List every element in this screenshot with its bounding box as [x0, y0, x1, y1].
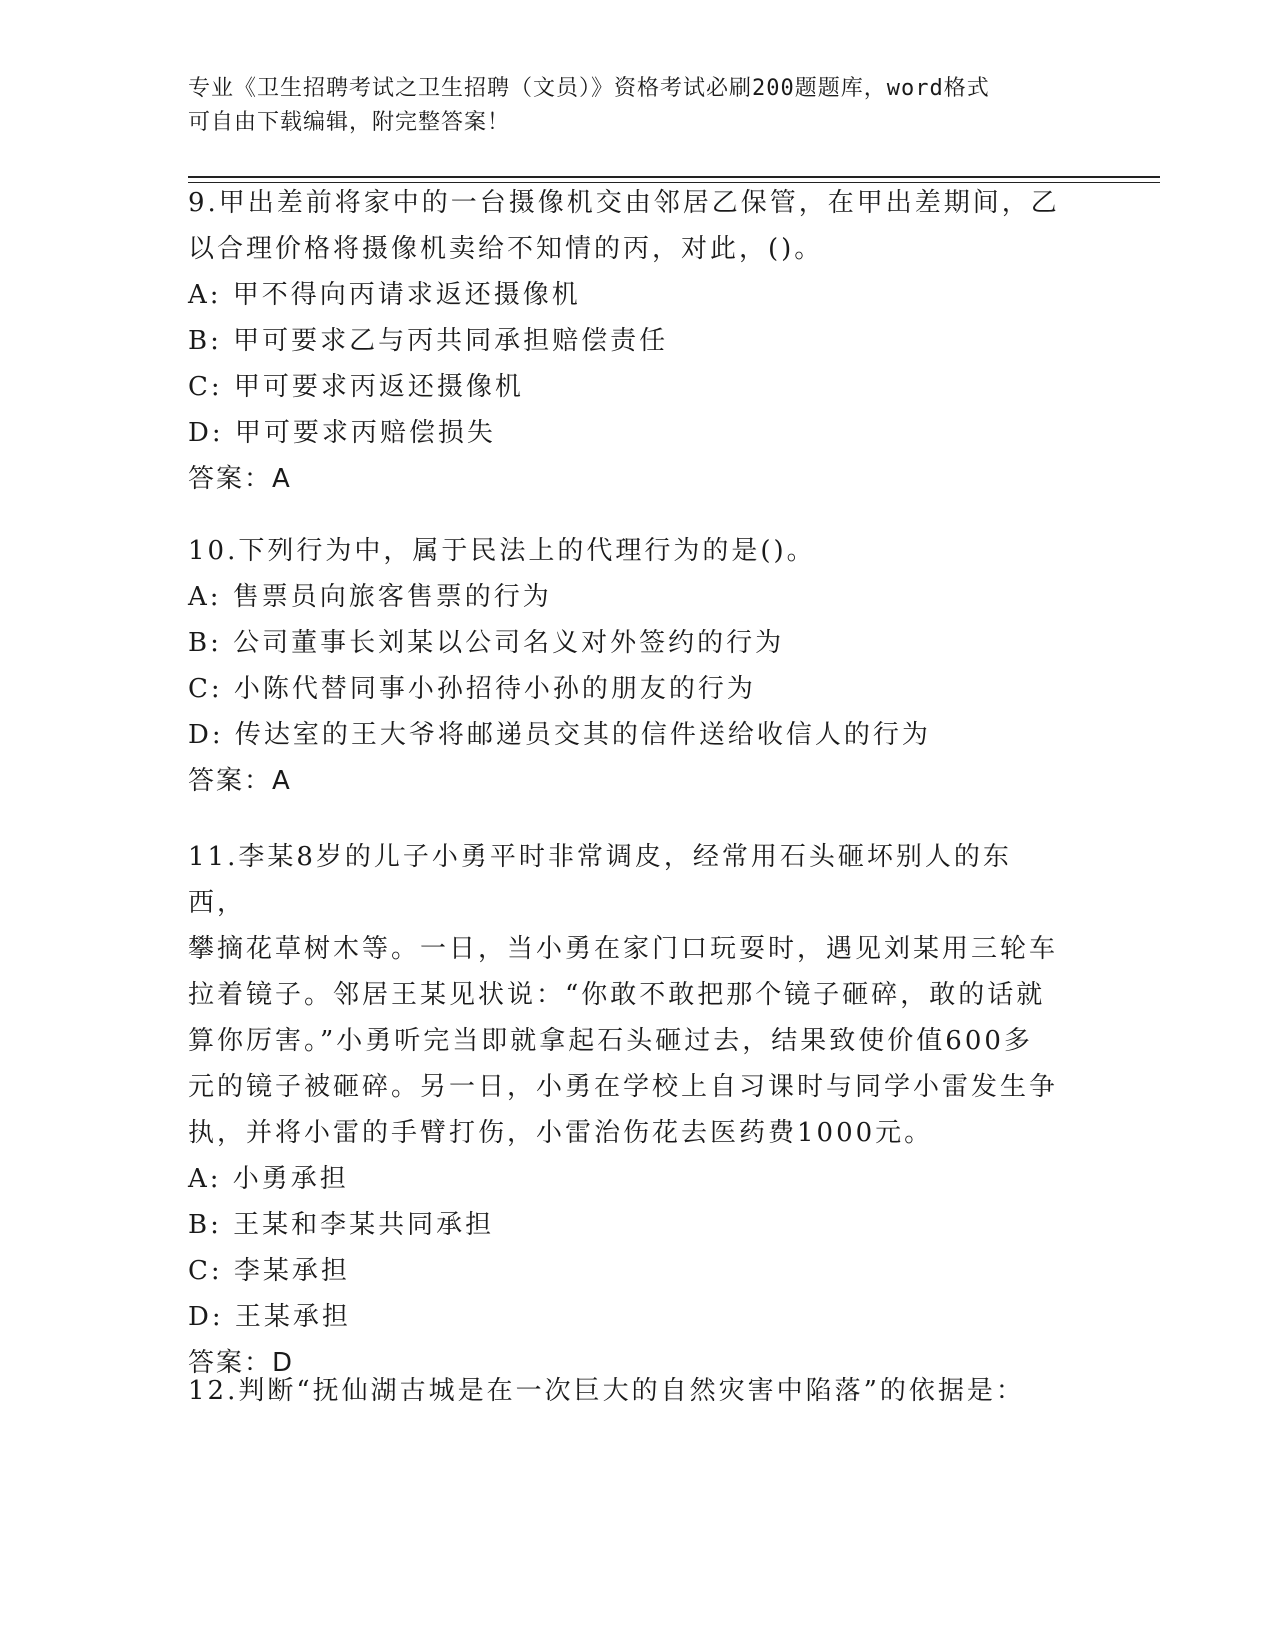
question-stem-line: 执，并将小雷的手臂打伤，小雷治伤花去医药费1000元。	[188, 1118, 934, 1148]
question-stem-line: 9.甲出差前将家中的一台摄像机交由邻居乙保管，在甲出差期间，乙	[188, 188, 1060, 218]
header-line-1: 专业《卫生招聘考试之卫生招聘（文员）》资格考试必刷200题题库，word格式	[188, 76, 990, 101]
question-9	[188, 180, 1068, 502]
option-c: C: 甲可要求丙返还摄像机	[188, 372, 524, 402]
question-stem-line: 以合理价格将摄像机卖给不知情的丙，对此，()。	[188, 234, 824, 264]
question-stem-line: 算你厉害。”小勇听完当即就拿起石头砸过去，结果致使价值600多	[188, 1026, 1033, 1056]
header-line-2: 可自由下载编辑，附完整答案！	[188, 110, 511, 135]
option-b: B: 公司董事长刘某以公司名义对外签约的行为	[188, 628, 785, 658]
question-stem-line: 元的镜子被砸碎。另一日，小勇在学校上自习课时与同学小雷发生争	[188, 1072, 1059, 1102]
question-stem-line: 11.李某8岁的儿子小勇平时非常调皮，经常用石头砸坏别人的东西，	[188, 842, 1012, 918]
header-divider	[188, 176, 1160, 178]
option-d: D: 甲可要求丙赔偿损失	[188, 418, 496, 448]
option-c: C: 小陈代替同事小孙招待小孙的朋友的行为	[188, 674, 756, 704]
document-header	[188, 72, 1068, 140]
option-a: A: 甲不得向丙请求返还摄像机	[188, 280, 581, 310]
question-12	[188, 1368, 1068, 1414]
option-a: A: 小勇承担	[188, 1164, 349, 1194]
option-c: C: 李某承担	[188, 1256, 350, 1286]
option-b: B: 甲可要求乙与丙共同承担赔偿责任	[188, 326, 669, 356]
question-stem-line: 12.判断“抚仙湖古城是在一次巨大的自然灾害中陷落”的依据是：	[188, 1376, 1025, 1406]
option-b: B: 王某和李某共同承担	[188, 1210, 495, 1240]
option-a: A: 售票员向旅客售票的行为	[188, 582, 552, 612]
answer: 答案：A	[188, 464, 292, 494]
option-d: D: 传达室的王大爷将邮递员交其的信件送给收信人的行为	[188, 720, 931, 750]
answer: 答案：D	[188, 1348, 295, 1378]
answer: 答案：A	[188, 766, 292, 796]
question-stem-line: 拉着镜子。邻居王某见状说：“你敢不敢把那个镜子砸碎，敢的话就	[188, 980, 1046, 1010]
question-stem-line: 10.下列行为中，属于民法上的代理行为的是()。	[188, 536, 816, 566]
option-d: D: 王某承担	[188, 1302, 351, 1332]
question-10	[188, 528, 1068, 804]
question-stem-line: 攀摘花草树木等。一日，当小勇在家门口玩耍时，遇见刘某用三轮车	[188, 934, 1059, 964]
question-11	[188, 834, 1068, 1386]
